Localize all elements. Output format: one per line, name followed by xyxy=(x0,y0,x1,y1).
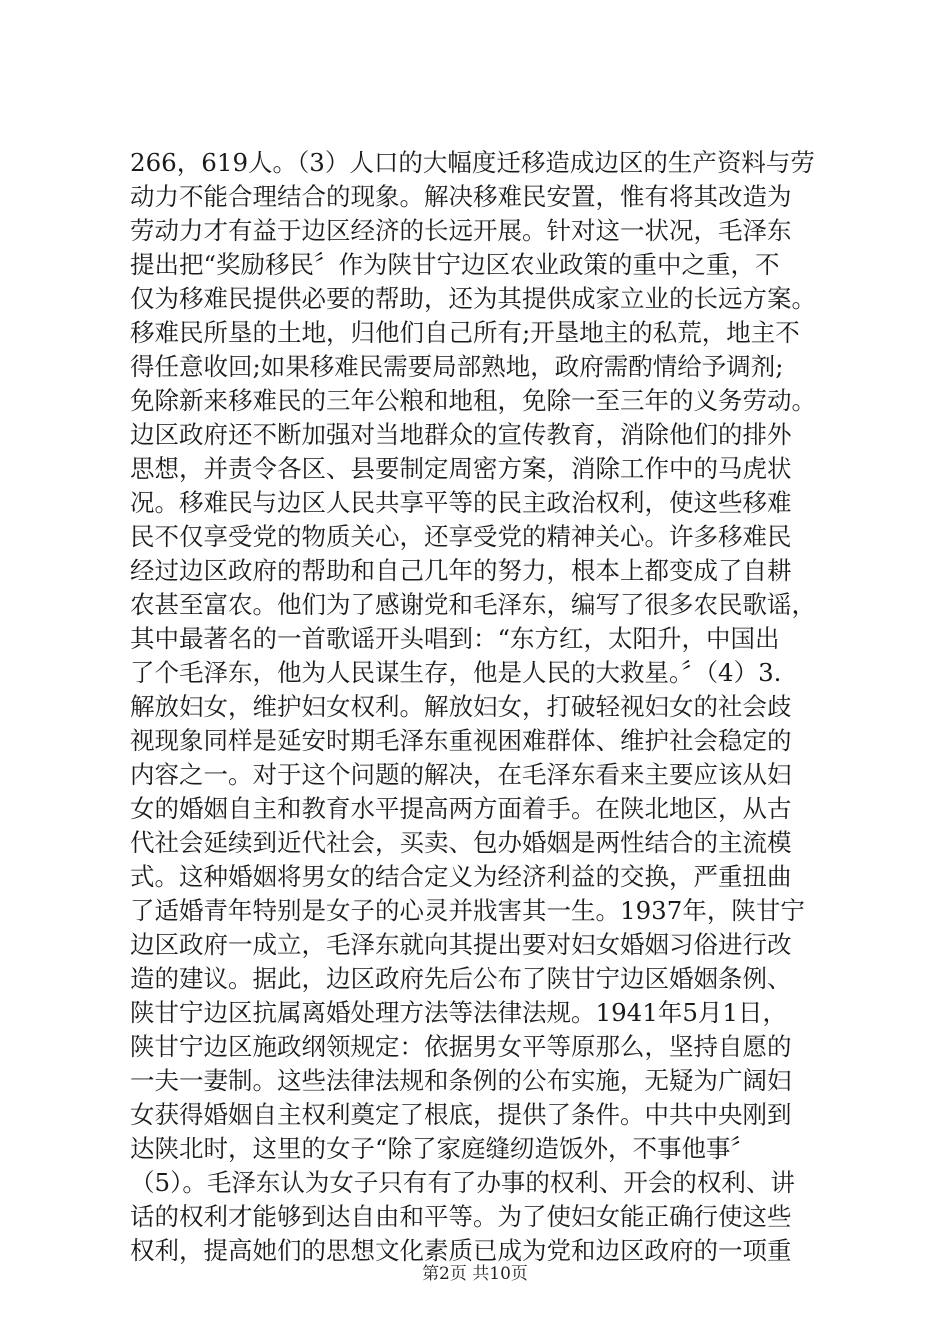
text-line: 农甚至富农。他们为了感谢党和毛泽东，编写了很多农民歌谣， xyxy=(130,590,816,619)
text-line: 了适婚青年特别是女子的心灵并戕害其一生。1937年，陕甘宁 xyxy=(130,896,805,925)
text-line: 代社会延续到近代社会，买卖、包办婚姻是两性结合的主流模 xyxy=(130,828,792,857)
text-line: 造的建议。据此，边区政府先后公布了陕甘宁边区婚姻条例、 xyxy=(130,964,792,993)
text-line: 经过边区政府的帮助和自己几年的努力，根本上都变成了自耕 xyxy=(130,556,792,585)
text-line: 内容之一。对于这个问题的解决，在毛泽东看来主要应该从妇 xyxy=(130,760,792,789)
text-line: 陕甘宁边区抗属离婚处理方法等法律法规。1941年5月1日， xyxy=(130,998,788,1027)
text-line: 边区政府还不断加强对当地群众的宣传教育，消除他们的排外 xyxy=(130,420,792,449)
text-line: 266，619人。（3）人口的大幅度迁移造成边区的生产资料与劳 xyxy=(130,148,815,177)
text-line: 女获得婚姻自主权利奠定了根底，提供了条件。中共中央刚到 xyxy=(130,1100,792,1129)
text-line: 视现象同样是延安时期毛泽东重视困难群体、维护社会稳定的 xyxy=(130,726,792,755)
text-line: 免除新来移难民的三年公粮和地租，免除一至三年的义务劳动。 xyxy=(130,386,816,415)
text-line: 式。这种婚姻将男女的结合定义为经济利益的交换，严重扭曲 xyxy=(130,862,792,891)
text-line: 达陕北时，这里的女子“除了家庭缝纫造饭外，不事他事〞 xyxy=(130,1134,756,1163)
text-line: 边区政府一成立，毛泽东就向其提出要对妇女婚姻习俗进行改 xyxy=(130,930,792,959)
text-line: 提出把“奖励移民〞作为陕甘宁边区农业政策的重中之重，不 xyxy=(130,250,780,279)
text-line: 思想，并责令各区、县要制定周密方案，消除工作中的马虎状 xyxy=(130,454,792,483)
text-line: 仅为移难民提供必要的帮助，还为其提供成家立业的长远方案。 xyxy=(130,284,816,313)
text-line: 陕甘宁边区施政纲领规定：依据男女平等原那么，坚持自愿的 xyxy=(130,1032,792,1061)
text-line: 了个毛泽东，他为人民谋生存，他是人民的大救星。〞（4）3. xyxy=(130,658,782,687)
text-line: 一夫一妻制。这些法律法规和条例的公布实施，无疑为广阔妇 xyxy=(130,1066,792,1095)
text-line: （5）。毛泽东认为女子只有有了办事的权利、开会的权利、讲 xyxy=(130,1168,795,1197)
text-line: 其中最著名的一首歌谣开头唱到：“东方红，太阳升，中国出 xyxy=(130,624,780,653)
text-line: 劳动力才有益于边区经济的长远开展。针对这一状况，毛泽东 xyxy=(130,216,792,245)
text-line: 解放妇女，维护妇女权利。解放妇女，打破轻视妇女的社会歧 xyxy=(130,692,792,721)
text-line: 动力不能合理结合的现象。解决移难民安置，惟有将其改造为 xyxy=(130,182,792,211)
text-line: 话的权利才能够到达自由和平等。为了使妇女能正确行使这些 xyxy=(130,1202,792,1231)
text-line: 得任意收回;如果移难民需要局部熟地，政府需酌情给予调剂; xyxy=(130,352,784,381)
text-line: 权利，提高她们的思想文化素质已成为党和边区政府的一项重 xyxy=(130,1236,792,1265)
page-footer: 第2页 共10页 xyxy=(422,1264,528,1284)
text-line: 民不仅享受党的物质关心，还享受党的精神关心。许多移难民 xyxy=(130,522,792,551)
text-line: 女的婚姻自主和教育水平提高两方面着手。在陕北地区，从古 xyxy=(130,794,792,823)
text-line: 况。移难民与边区人民共享平等的民主政治权利，使这些移难 xyxy=(130,488,792,517)
text-line: 移难民所垦的土地，归他们自己所有;开垦地主的私荒，地主不 xyxy=(130,318,800,347)
body-paragraph xyxy=(130,146,830,1268)
